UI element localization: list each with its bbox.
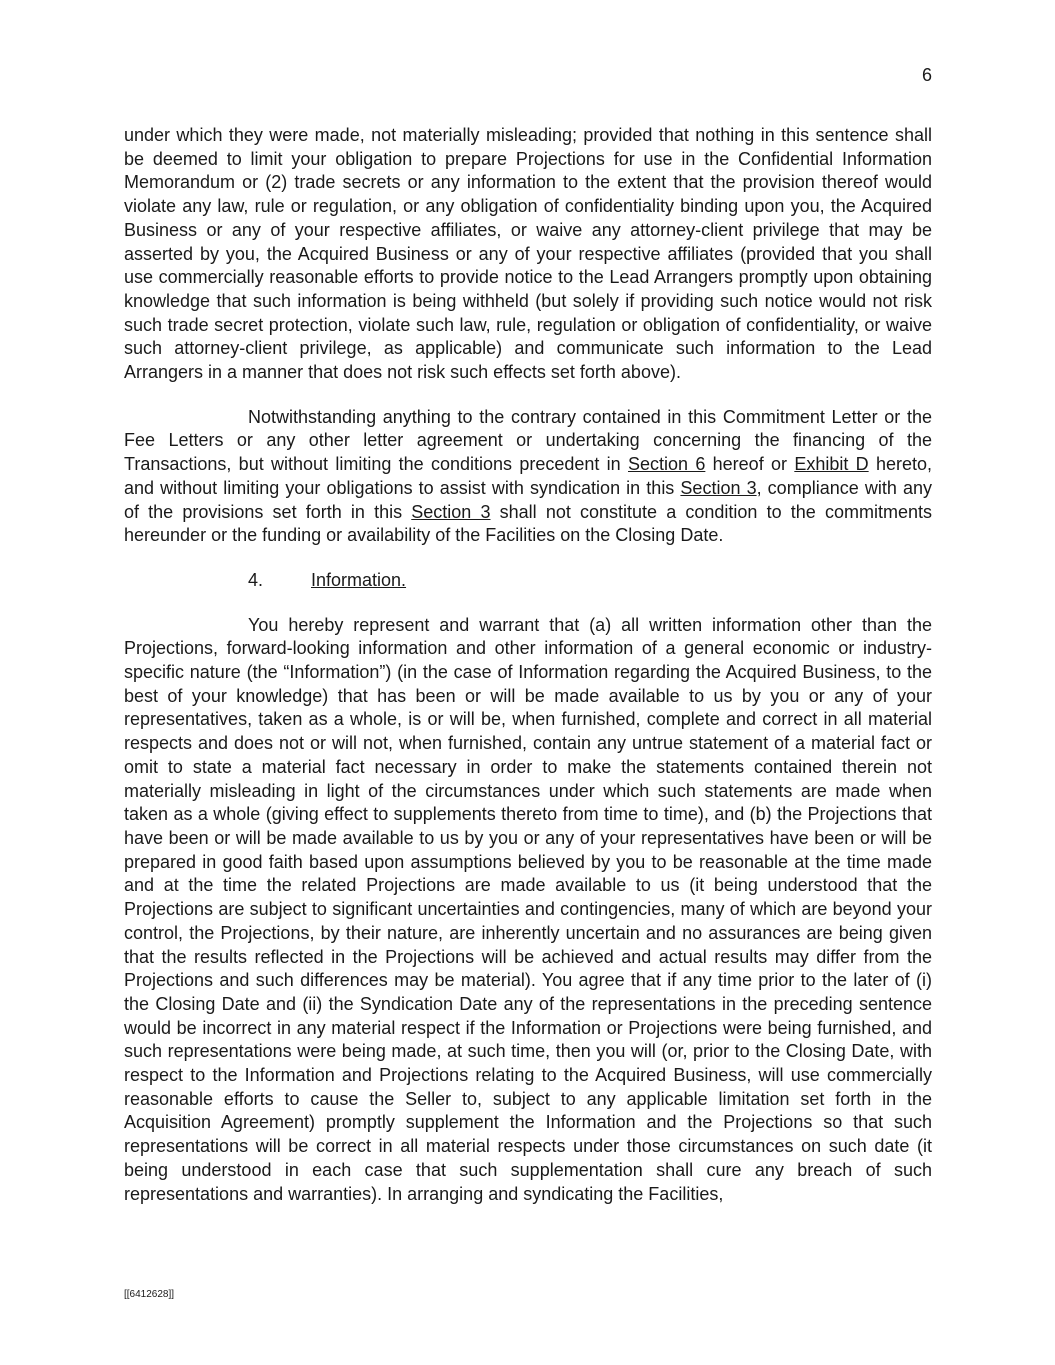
section-6-reference: Section 6 [628,454,706,475]
page-number: 6 [921,65,932,85]
paragraph-2-text-5: shall not constitute a condition to the commitments hereunder or the funding or availability of the Facilities on the Closing Date. [124,501,932,546]
paragraph-2-text-3: hereto, and without limiting your obligations to assist with syndication in this [124,454,932,498]
section-number: 4. [248,569,264,590]
document-id-footer: [[6412628]] [124,1289,175,1300]
paragraph-1: under which they were made, not materially misleading; provided that nothing in this sentence shall be deemed to limit your obligation to prepare Projections for use in the Confidential Information Memorandum or (2) trade secrets or any information to the extent that the provision thereof would violate any law, rule or regulation, or any obligation of confidentiality binding upon you, the Acquired Business or any of your respective affiliates, or waive any attorney-client privilege that may be asserted by you, the Acquired Business or any of your respective affiliates (provided that you shall use commercially reasonable efforts to provide notice to the Lead Arrangers promptly upon obtaining knowledge that such information is being withheld (but solely if providing such notice would not risk such trade secret protection, violate such law, rule, regulation or obligation of confidentiality, or waive such attorney-client privilege, as applicable) and communicate such information to the Lead Arrangers in a manner that does not risk such effects set forth above). [124,125,932,383]
section-heading [124,569,932,593]
paragraph-2-text-4: , compliance with any of the provisions set forth in this [124,477,932,522]
section-3-reference: Section 3 [680,477,757,498]
paragraph-2-text-2: hereof or [705,454,795,475]
exhibit-d-reference: Exhibit D [794,454,869,475]
paragraph-3: You hereby represent and warrant that (a) all written information other than the Projections, forward-looking information and other information of a general economic or industry-specific nature (the “Information”) (in the case of Information regarding the Acquired Business, to the best of your knowledge) that has been or will be made available to us by you or any of your representatives, taken as a whole, is or will be, when furnished, complete and correct in all material respects and does not or will not, when furnished, contain any untrue statement of a material fact or omit to state a material fact necessary in order to make the statements contained therein not materially misleading in light of the circumstances under which such statements are made when taken as a whole (giving effect to supplements thereto from time to time), and (b) the Projections that have been or will be made available to us by you or any of your representatives have been or will be prepared in good faith based upon assumptions believed by you to be reasonable at the time made and at the time the related Projections are made available to us (it being understood that the Projections are subject to significant uncertainties and contingencies, many of which are beyond your control, the Projections, by their nature, are inherently uncertain and no assurances are being given that the results reflected in the Projections will be achieved and actual results may differ from the Projections and such differences may be material). You agree that if any time prior to the later of (i) the Closing Date and (ii) the Syndication Date any of the representations in the preceding sentence would be incorrect in any material respect if the Information or Projections were being furnished, and such representations were being made, at such time, then you will (or, prior to the Closing Date, with respect to the Information and Projections relating to the Acquired Business, will use commercially reasonable efforts to cause the Seller to, subject to any applicable limitation set forth in the Acquisition Agreement) promptly supplement the Information and the Projections so that such representations will be correct in all material respects under those circumstances on such date (it being understood in each case that such supplementation shall cure any breach of such representations and warranties). In arranging and syndicating the Facilities, [124,614,932,1204]
paragraph-2 [124,406,932,548]
paragraph-2-text-1: Notwithstanding anything to the contrary contained in this Commitment Letter or the Fee Letters or any other letter agreement or undertaking concerning the financing of the Transactions, but without limiting the conditions precedent in [124,406,932,475]
section-3-reference: Section 3 [411,501,491,522]
document-body [124,124,932,1206]
section-title: Information. [311,569,407,590]
